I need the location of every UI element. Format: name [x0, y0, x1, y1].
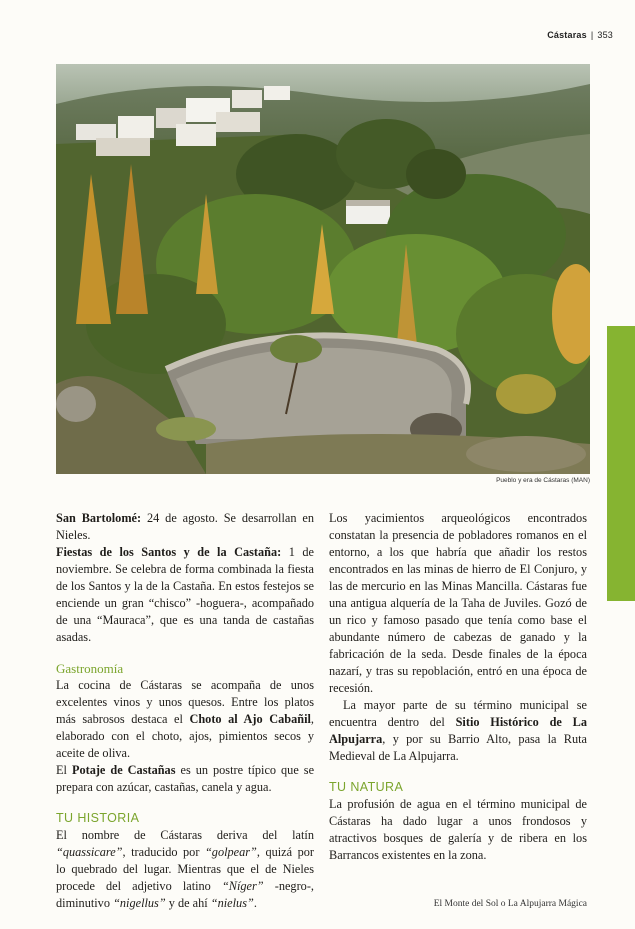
thumb-index-tab: [607, 326, 635, 601]
running-header-separator: |: [590, 30, 594, 40]
gastronomia-paragraph-2: [56, 762, 314, 796]
photo-caption: Pueblo y era de Cástaras (MAN): [496, 477, 590, 484]
village-photo-illustration: [56, 64, 590, 474]
village-photo: [56, 64, 590, 474]
history-paragraph-2: [329, 697, 587, 765]
left-column: [56, 510, 314, 912]
fiesta-text: 1 de noviembre. Se celebra de forma combinada la fiesta de los Santos y la de la Castaña. En estos festejos se enciende un gran “chisco” -hoguera-, acompañado de una “Mauraca”, que es una tanda de castañas asadas.: [56, 545, 315, 644]
latin-term: “nielus”: [210, 896, 254, 910]
hist-text: -negro-, diminutivo: [56, 879, 314, 910]
fiesta-term: San Bartolomé:: [56, 511, 142, 525]
history-paragraph-1: Los yacimientos arqueológicos encontrados constatan la presencia de pobladores romanos en el entorno, a los que habría que añadir los restos encontrados en las minas de hierro de El Conjuro, y las de mercurio en las Minas Mancilla. Cástaras fue una antigua alquería de la Taha de Juviles. Gozó de un rico y famoso pasado que tenía como base el abundante número de cabezas de ganado y la fabricación de la seda. Desde finales de la época nazarí, y tras su repoblación, entró en una época de recesión.: [329, 511, 587, 695]
gastronomia-heading: Gastronomía: [56, 661, 124, 676]
gastronomia-paragraph-1: [56, 677, 314, 762]
body-text: La mayor parte de su término municipal se encuentra dentro del: [329, 698, 587, 729]
hist-text: , traducido por: [122, 845, 200, 859]
gastro-text: es un postre típico que se prepara con azúcar, castañas, canela y agua.: [56, 763, 315, 794]
hist-text: El nombre de Cástaras deriva del latín: [56, 828, 314, 842]
hist-text: .: [253, 896, 257, 910]
latin-term: “Níger”: [221, 879, 264, 893]
naturaleza-heading: TU NATURA: [329, 780, 404, 794]
naturaleza-paragraph: La profusión de agua en el término municipal de Cástaras ha dado lugar a unos frondosos y atractivos bosques de galería y de ribera en los Barrancos existentes en la zona.: [329, 797, 587, 862]
dish-name: Choto al Ajo Cabañil: [189, 712, 311, 726]
running-header-section: Cástaras: [547, 30, 587, 40]
site-name: Sitio Histórico de La Alpujarra: [329, 715, 588, 746]
fiesta-text: 24 de agosto. Se desarrollan en Nieles.: [56, 511, 314, 542]
hist-text: y de ahí: [168, 896, 208, 910]
fiesta-term: Fiestas de los Santos y de la Castaña:: [56, 545, 282, 559]
historia-paragraph: [56, 827, 314, 912]
right-column: [329, 510, 587, 864]
page-number: 353: [597, 30, 613, 40]
page-footer: El Monte del Sol o La Alpujarra Mágica: [433, 899, 587, 909]
fiesta-santos-castana: [56, 544, 314, 646]
hist-text: , quizá por lo quebrado del lugar. Mientras que el de Nieles procede del adjetivo latino: [56, 845, 314, 893]
body-text: , y por su Barrio Alto, pasa la Ruta Medieval de La Alpujarra.: [329, 732, 587, 763]
running-header: [547, 30, 613, 40]
gastro-text: , elaborado con el choto, ajos, pimientos secos y aceite de oliva.: [56, 712, 314, 760]
fiesta-san-bartolome: [56, 510, 314, 544]
gastro-text: La cocina de Cástaras se acompaña de unos excelentes vinos y unos quesos. Entre los platos más sabrosos destaca el: [56, 678, 314, 726]
gastro-text: El: [56, 763, 67, 777]
historia-heading: TU HISTORIA: [56, 811, 140, 825]
latin-term: “quassicare”: [56, 845, 123, 859]
latin-term: “nigellus”: [113, 896, 166, 910]
latin-term: “golpear”: [204, 845, 257, 859]
dish-name: Potaje de Castañas: [71, 763, 176, 777]
